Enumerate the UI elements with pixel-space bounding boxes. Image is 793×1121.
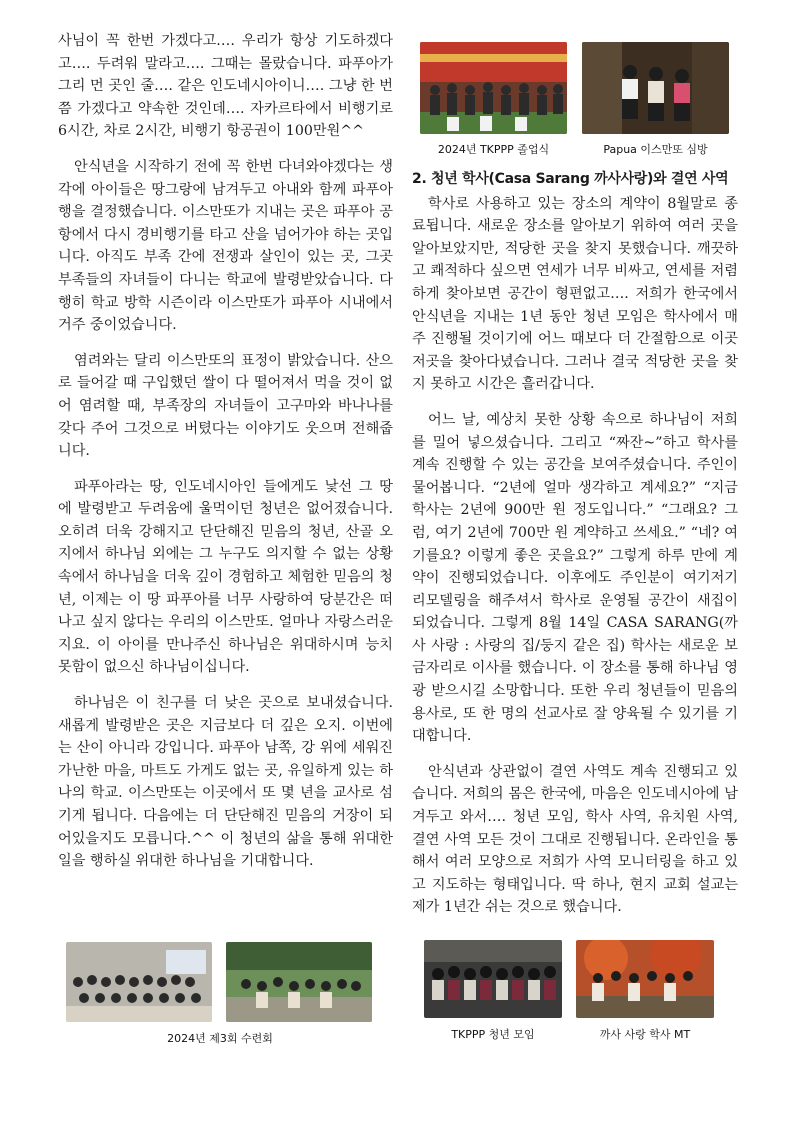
youth-meeting-photo [424, 940, 562, 1018]
right-column [412, 168, 738, 932]
caption-retreat: 2024년 제3회 수련회 [167, 1032, 273, 1045]
paragraph: 안식년과 상관없이 결연 사역도 계속 진행되고 있습니다. 저희의 몸은 한국에, 마음은 인도네시아에 남겨두고 와서…. 청년 모임, 학사 사역, 유치원 사역, 결연 사역 모든 것이 그대로 진행됩니다. 온라인을 통해서 여러 모양으로 저희가 사역 모니터링을 하고 있고 지도하는 형태입니다. 딱 하나, 현지 교회 설교는 제가 1년간 쉬는 것으로 했습니다. [412, 763, 738, 916]
retreat-photo-1 [66, 942, 212, 1022]
paragraph: 사님이 꼭 한번 가겠다고…. 우리가 항상 기도하겠다고…. 두려워 말라고…. 그때는 몰랐습니다. 파푸아가 그리 먼 곳인 줄…. 같은 인도네시아이니…. 그냥 한 번쯤 가겠다고 약속한 것인데…. 자카르타에서 비행기로 6시간, 차로 2시간, 비행기 항공권이 100만원^^ [58, 33, 393, 140]
retreat-photo-2 [226, 942, 372, 1022]
paragraph: 어느 날, 예상치 못한 상황 속으로 하나님이 저희를 밀어 넣으셨습니다. 그리고 “짜잔~”하고 학사를 계속 진행할 수 있는 공간을 보여주셨습니다. 주인이 물어봅니다. “2년에 얼마 생각하고 계세요?” “지금 학사는 2년에 900만 원 정도입니다.” “그래요? 그럼, 여기 2년에 700만 원 계약하고 쓰세요.” “네? 여기를요? 이렇게 좋은 곳을요?” 그렇게 하루 만에 계약이 진행되었습니다. 이후에도 주인분이 여기저기 리모델링을 해주셔서 학사로 운영될 공간이 새집이 되었습니다. 그렇게 8월 14일 CASA SARANG(까사 사랑 : 사랑의 집/둥지 같은 집) 학사는 새로운 보금자리로 이사를 했습니다. 이 장소를 통해 하나님 영광 받으시길 소망합니다. 또한 우리 청년들이 믿음의 용사로, 또 한 명의 선교사로 잘 양육될 수 있기를 기대합니다. [412, 411, 738, 745]
paragraph: 하나님은 이 친구를 더 낮은 곳으로 보내셨습니다. 새롭게 발령받은 곳은 지금보다 더 깊은 오지. 이번에는 산이 아니라 강입니다. 파푸아 남쪽, 강 위에 세워진 가난한 마을, 마트도 가게도 없는 곳, 유일하게 있는 하나의 학교. 이스만또는 이곳에서 또 몇 년을 교사로 섬기게 됩니다. 다음에는 더 단단해진 믿음의 거장이 되어있을지도 모릅니다.^^ 이 청년의 삶을 통해 위대한 일을 행하실 위대한 하나님을 기대합니다. [58, 695, 393, 870]
graduation-photo [420, 42, 567, 134]
caption-papua-visit: Papua 이스만또 심방 [603, 143, 708, 156]
paragraph: 학사로 사용하고 있는 장소의 계약이 8월말로 종료됩니다. 새로운 장소를 알아보기 위하여 여러 곳을 알아보았지만, 적당한 곳을 찾지 못했습니다. 깨끗하고 쾌적하다 싶으면 연세가 너무 비싸고, 연세를 저렴하게 찾아보면 공간이 형편없고…. 저희가 한국에서 안식년을 지내는 1년 동안 청년 모임은 학사에서 매주 진행될 것이기에 어느 때보다 더 간절함으로 이곳저곳을 찾아다녔습니다. 그러나 결국 적당한 곳을 찾지 못하고 시간은 흘러갑니다. [412, 195, 738, 393]
casa-sarang-mt-photo [576, 940, 714, 1018]
left-column [58, 30, 393, 886]
caption-casa-sarang-mt: 까사 사랑 학사 MT [599, 1028, 691, 1041]
caption-graduation: 2024년 TKPPP 졸업식 [437, 143, 550, 156]
caption-youth-meeting: TKPPP 청년 모임 [451, 1028, 535, 1041]
papua-visit-photo [582, 42, 729, 134]
paragraph: 안식년을 시작하기 전에 꼭 한번 다녀와야겠다는 생각에 아이들은 땅그랑에 남겨두고 아내와 함께 파푸아행을 결정했습니다. 이스만또가 지내는 곳은 파푸아 공항에서 다시 경비행기를 타고 산을 넘어가야 하는 곳입니다. 아직도 부족 간에 전쟁과 살인이 있는 곳, 그곳 부족들의 자녀들이 다니는 학교에 발령받았습니다. 다행히 학교 방학 시즌이라 이스만또가 파푸아 시내에서 거주 중이었습니다. [58, 158, 393, 334]
paragraph: 파푸아라는 땅, 인도네시아인 들에게도 낯선 그 땅에 발령받고 두려움에 울먹이던 청년은 없어졌습니다. 오히려 더욱 강해지고 단단해진 믿음의 청년, 산골 오지에서 하나님 외에는 그 누구도 의지할 수 없는 상황 속에서 하나님을 더욱 깊이 경험하고 체험한 믿음의 청년, 이제는 이 땅 파푸아를 너무 사랑하여 당분간은 떠나고 싶지 않다는 우리의 이스만또. 얼마나 자랑스러운지요. 이 아이를 만나주신 하나님은 위대하시며 능치 못함이 없으신 하나님이십니다. [58, 478, 393, 676]
section-heading: 2. 청년 학사(Casa Sarang 까사사랑)와 결연 사역 [412, 171, 729, 187]
paragraph: 염려와는 달리 이스만또의 표정이 밝았습니다. 산으로 들어갈 때 구입했던 쌀이 다 떨어져서 먹을 것이 없어 염려할 때, 부족장의 자녀들이 고구마와 바나나를 갖다 주어 그것으로 버텼다는 이야기도 웃으며 전해줍니다. [58, 352, 393, 460]
